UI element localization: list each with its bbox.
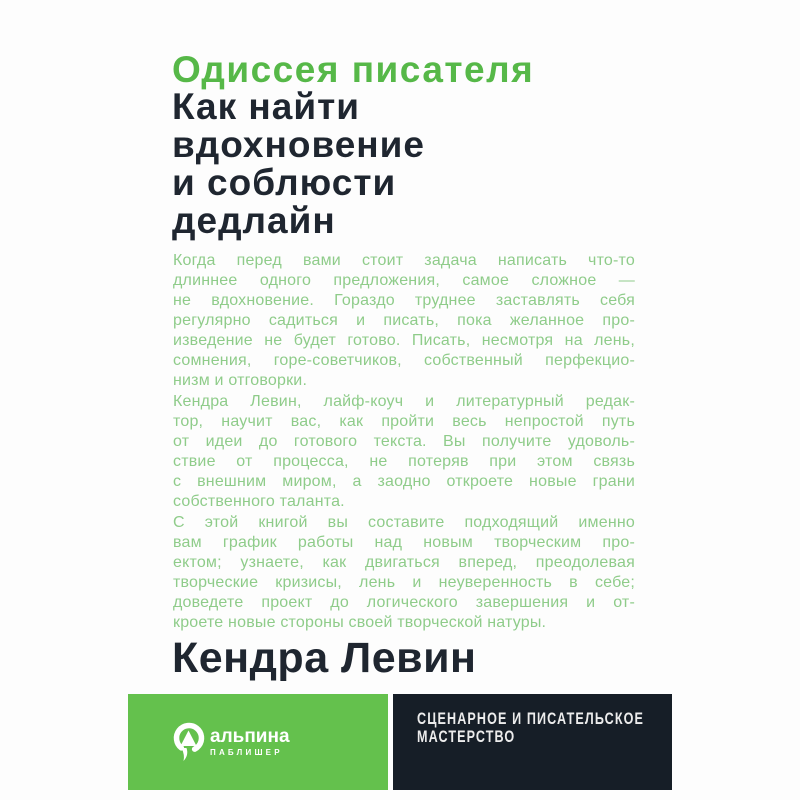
book-title-line: Как найти (172, 86, 360, 127)
annotation-line: с внешним миром, а заодно откроете новые грани (173, 473, 635, 490)
annotation-line: регулярно садиться и писать, пока желанное про- (173, 312, 635, 329)
book-title (172, 88, 425, 240)
category-badge-band (393, 694, 672, 790)
book-title-line: и соблюсти (172, 162, 397, 203)
annotation-line: Кендра Левин, лайф-коуч и литературный редак- (173, 393, 635, 410)
annotation-line: тор, научит вас, как пройти весь непростой путь (173, 413, 635, 430)
category-badge (417, 710, 644, 746)
category-badge-line: СЦЕНАРНОЕ И ПИСАТЕЛЬСКОЕ (417, 709, 645, 728)
annotation-line: от идеи до готового текста. Вы получите удоволь- (173, 433, 635, 450)
annotation-line: Когда перед вами стоит задача написать что-то (173, 252, 635, 269)
annotation-paragraph-1 (173, 251, 635, 391)
series-title: Одиссея писателя (172, 49, 535, 90)
alpina-mountain-icon (172, 721, 206, 763)
annotation-line: не вдохновение. Гораздо труднее заставлять себя (173, 292, 635, 309)
publisher-name: альпина (210, 726, 290, 747)
annotation-line: доведете проект до логического завершения и от- (173, 594, 635, 611)
publisher-band (128, 694, 388, 790)
annotation-line: низм и отговорки. (173, 372, 308, 389)
publisher-logo (172, 721, 290, 763)
book-title-line: вдохновение (172, 124, 425, 165)
annotation-line: творческие кризисы, лень и неуверенность в себе; (173, 574, 635, 591)
annotation-line: вам график работы над новым творческим про- (173, 534, 635, 551)
publisher-type: ПАБЛИШЕР (210, 748, 283, 757)
publisher-logo-text (210, 727, 290, 757)
annotation-text (173, 251, 635, 634)
category-badge-line: МАСТЕРСТВО (417, 727, 516, 746)
annotation-line: длиннее одного предложения, самое сложное — (173, 272, 635, 289)
annotation-line: ектом; узнаете, как двигаться вперед, преодолевая (173, 554, 635, 571)
annotation-line: собственного таланта. (173, 493, 345, 510)
annotation-line: ствие от процесса, не потеряв при этом связь (173, 453, 635, 470)
annotation-line: изведение не будет готово. Писать, несмотря на лень, (173, 332, 635, 349)
author-name: Кендра Левин (172, 634, 477, 682)
book-title-line: дедлайн (172, 200, 336, 241)
annotation-paragraph-2 (173, 392, 635, 512)
annotation-line: сомнения, горе-советчиков, собственный перфекцио- (173, 352, 635, 369)
annotation-line: кроете новые стороны своей творческой натуры. (173, 614, 547, 631)
annotation-paragraph-3 (173, 513, 635, 633)
annotation-line: С этой книгой вы составите подходящий именно (173, 514, 635, 531)
